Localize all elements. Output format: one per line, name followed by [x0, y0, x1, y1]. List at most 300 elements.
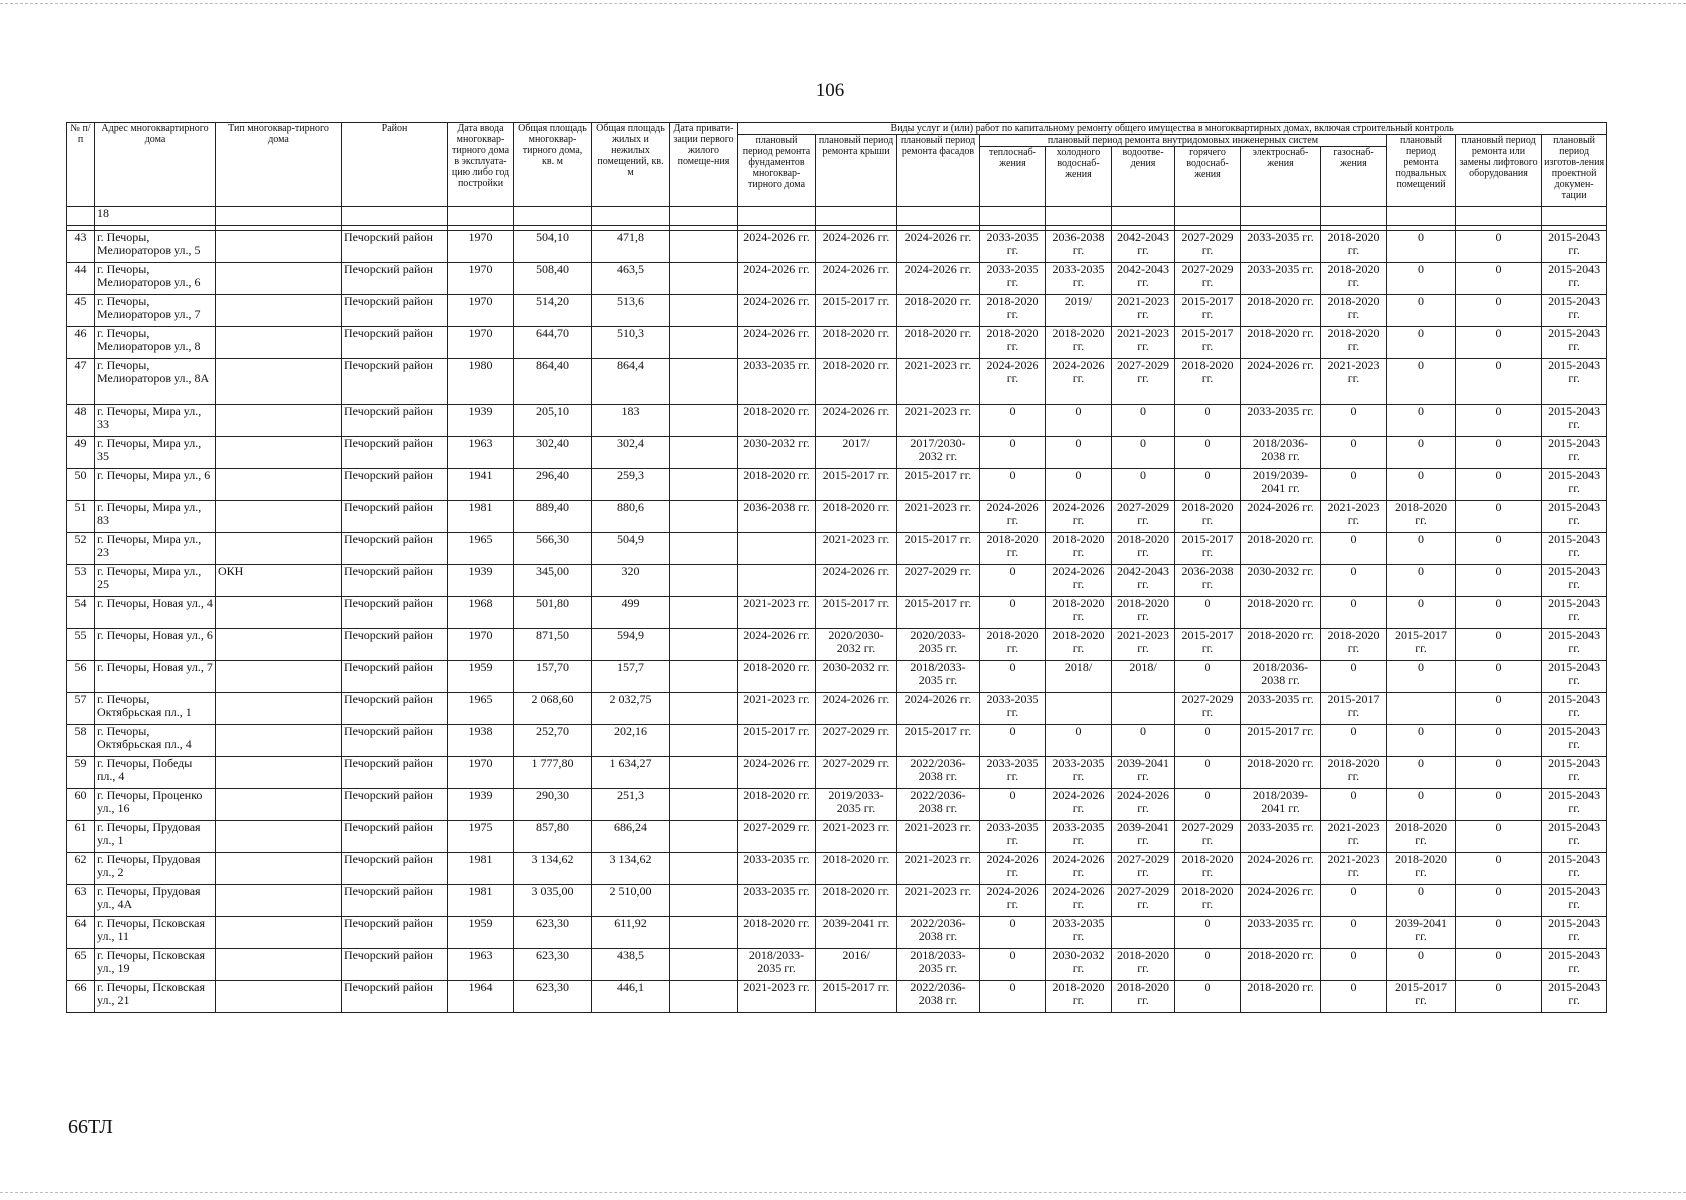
- elevator-period: 0: [1456, 885, 1542, 917]
- header-living-area: Общая площадь жилых и нежилых помещений, кв. м: [592, 123, 670, 207]
- basement-period: 2015-2017 гг.: [1387, 981, 1456, 1013]
- district: Печорский район: [342, 693, 448, 725]
- design-docs-period: 2015-2043 гг.: [1542, 263, 1607, 295]
- total-area: 296,40: [514, 469, 592, 501]
- row-number: 56: [67, 661, 95, 693]
- header-basement: плановый период ремонта подвальных помещений: [1387, 135, 1456, 207]
- privatization-date: [670, 725, 738, 757]
- address: г. Печоры, Мелиораторов ул., 5: [95, 231, 216, 263]
- elevator-period: 0: [1456, 295, 1542, 327]
- total-area: 345,00: [514, 565, 592, 597]
- gas-supply-period: 0: [1321, 533, 1387, 565]
- total-area: 508,40: [514, 263, 592, 295]
- district: Печорский район: [342, 757, 448, 789]
- table-row: [67, 629, 1607, 661]
- cold-water-period: 2024-2026 гг.: [1046, 359, 1112, 405]
- design-docs-period: 2015-2043 гг.: [1542, 469, 1607, 501]
- header-total-area: Общая площадь многоквар-тирного дома, кв. м: [514, 123, 592, 207]
- commission-year: 1964: [448, 981, 514, 1013]
- total-area: 857,80: [514, 821, 592, 853]
- total-area: 504,10: [514, 231, 592, 263]
- sewerage-period: 2018/: [1112, 661, 1175, 693]
- elevator-period: 0: [1456, 231, 1542, 263]
- hot-water-period: 0: [1175, 981, 1241, 1013]
- row-number: 44: [67, 263, 95, 295]
- basement-period: 0: [1387, 661, 1456, 693]
- capital-repair-table: [66, 122, 1607, 1013]
- foundation-period: 2033-2035 гг.: [738, 885, 816, 917]
- table-row: [67, 789, 1607, 821]
- sewerage-period: 2042-2043 гг.: [1112, 263, 1175, 295]
- heat-supply-period: 2018-2020 гг.: [980, 295, 1046, 327]
- hot-water-period: 0: [1175, 405, 1241, 437]
- facade-period: 2027-2029 гг.: [897, 565, 980, 597]
- electricity-period: 2018-2020 гг.: [1241, 981, 1321, 1013]
- electricity-period: 2018/2039-2041 гг.: [1241, 789, 1321, 821]
- foundation-period: 2021-2023 гг.: [738, 981, 816, 1013]
- table-cell: [67, 207, 95, 226]
- gas-supply-period: 2021-2023 гг.: [1321, 821, 1387, 853]
- row-number: 47: [67, 359, 95, 405]
- facade-period: 2018/2033-2035 гг.: [897, 949, 980, 981]
- living-area: 513,6: [592, 295, 670, 327]
- elevator-period: 0: [1456, 693, 1542, 725]
- facade-period: 2024-2026 гг.: [897, 263, 980, 295]
- design-docs-period: 2015-2043 гг.: [1542, 789, 1607, 821]
- row-number: 61: [67, 821, 95, 853]
- gas-supply-period: 2018-2020 гг.: [1321, 629, 1387, 661]
- header-year: Дата ввода многоквар-тирного дома в эксплуата-цию либо год постройки: [448, 123, 514, 207]
- table-row: [67, 853, 1607, 885]
- header-roof: плановый период ремонта крыши: [816, 135, 897, 207]
- address: г. Печоры, Проценко ул., 16: [95, 789, 216, 821]
- scan-edge-bottom: [0, 1192, 1686, 1194]
- basement-period: 0: [1387, 295, 1456, 327]
- elevator-period: 0: [1456, 437, 1542, 469]
- foundation-period: 2024-2026 гг.: [738, 757, 816, 789]
- design-docs-period: 2015-2043 гг.: [1542, 295, 1607, 327]
- design-docs-period: 2015-2043 гг.: [1542, 981, 1607, 1013]
- privatization-date: [670, 949, 738, 981]
- living-area: 1 634,27: [592, 757, 670, 789]
- commission-year: 1941: [448, 469, 514, 501]
- basement-period: 2015-2017 гг.: [1387, 629, 1456, 661]
- cold-water-period: 2033-2035 гг.: [1046, 821, 1112, 853]
- total-area: 514,20: [514, 295, 592, 327]
- facade-period: 2018-2020 гг.: [897, 295, 980, 327]
- foundation-period: 2024-2026 гг.: [738, 263, 816, 295]
- sewerage-period: 2027-2029 гг.: [1112, 359, 1175, 405]
- commission-year: 1980: [448, 359, 514, 405]
- total-area: 290,30: [514, 789, 592, 821]
- roof-period: 2018-2020 гг.: [816, 885, 897, 917]
- header-foundation: плановый период ремонта фундаментов многоквар-тирного дома: [738, 135, 816, 207]
- living-area: 157,7: [592, 661, 670, 693]
- sewerage-period: 2039-2041 гг.: [1112, 821, 1175, 853]
- commission-year: 1981: [448, 501, 514, 533]
- living-area: 302,4: [592, 437, 670, 469]
- foundation-period: 2024-2026 гг.: [738, 327, 816, 359]
- facade-period: 2024-2026 гг.: [897, 693, 980, 725]
- total-area: 501,80: [514, 597, 592, 629]
- living-area: 259,3: [592, 469, 670, 501]
- privatization-date: [670, 295, 738, 327]
- table-row: [67, 295, 1607, 327]
- privatization-date: [670, 533, 738, 565]
- address: г. Печоры, Новая ул., 4: [95, 597, 216, 629]
- privatization-date: [670, 263, 738, 295]
- total-area: 644,70: [514, 327, 592, 359]
- foundation-period: 2018-2020 гг.: [738, 917, 816, 949]
- gas-supply-period: 2021-2023 гг.: [1321, 359, 1387, 405]
- facade-period: 2024-2026 гг.: [897, 231, 980, 263]
- facade-period: 2015-2017 гг.: [897, 597, 980, 629]
- electricity-period: 2018/2036-2038 гг.: [1241, 661, 1321, 693]
- hot-water-period: 0: [1175, 725, 1241, 757]
- hot-water-period: 2015-2017 гг.: [1175, 533, 1241, 565]
- elevator-period: 0: [1456, 757, 1542, 789]
- elevator-period: 0: [1456, 629, 1542, 661]
- row-number: 55: [67, 629, 95, 661]
- commission-year: 1959: [448, 917, 514, 949]
- design-docs-period: 2015-2043 гг.: [1542, 533, 1607, 565]
- gas-supply-period: 2018-2020 гг.: [1321, 295, 1387, 327]
- electricity-period: 2024-2026 гг.: [1241, 853, 1321, 885]
- commission-year: 1939: [448, 405, 514, 437]
- address: г. Печоры, Мира ул., 33: [95, 405, 216, 437]
- address: г. Печоры, Мира ул., 6: [95, 469, 216, 501]
- address: г. Печоры, Псковская ул., 21: [95, 981, 216, 1013]
- facade-period: 2021-2023 гг.: [897, 359, 980, 405]
- district: Печорский район: [342, 789, 448, 821]
- table-row: [67, 469, 1607, 501]
- cold-water-period: 2024-2026 гг.: [1046, 885, 1112, 917]
- roof-period: 2015-2017 гг.: [816, 981, 897, 1013]
- privatization-date: [670, 661, 738, 693]
- roof-period: 2021-2023 гг.: [816, 821, 897, 853]
- roof-period: 2018-2020 гг.: [816, 359, 897, 405]
- address: г. Печоры, Псковская ул., 19: [95, 949, 216, 981]
- commission-year: 1963: [448, 437, 514, 469]
- table-row: [67, 821, 1607, 853]
- gas-supply-period: 2015-2017 гг.: [1321, 693, 1387, 725]
- basement-period: [1387, 693, 1456, 725]
- facade-period: 2017/2030-2032 гг.: [897, 437, 980, 469]
- basement-period: 0: [1387, 231, 1456, 263]
- roof-period: 2024-2026 гг.: [816, 565, 897, 597]
- privatization-date: [670, 917, 738, 949]
- facade-period: 2020/2033-2035 гг.: [897, 629, 980, 661]
- hot-water-period: 2018-2020 гг.: [1175, 501, 1241, 533]
- basement-period: 0: [1387, 757, 1456, 789]
- living-area: 864,4: [592, 359, 670, 405]
- roof-period: 2018-2020 гг.: [816, 327, 897, 359]
- electricity-period: 2024-2026 гг.: [1241, 359, 1321, 405]
- district: Печорский район: [342, 917, 448, 949]
- facade-period: 2022/2036-2038 гг.: [897, 917, 980, 949]
- house-type: [216, 533, 342, 565]
- gas-supply-period: 0: [1321, 885, 1387, 917]
- address: г. Печоры, Мелиораторов ул., 8: [95, 327, 216, 359]
- heat-supply-period: 2024-2026 гг.: [980, 853, 1046, 885]
- design-docs-period: 2015-2043 гг.: [1542, 597, 1607, 629]
- elevator-period: 0: [1456, 949, 1542, 981]
- facade-period: 2022/2036-2038 гг.: [897, 757, 980, 789]
- district: Печорский район: [342, 565, 448, 597]
- row-number: 62: [67, 853, 95, 885]
- table-row: [67, 693, 1607, 725]
- roof-period: 2027-2029 гг.: [816, 725, 897, 757]
- living-area: 611,92: [592, 917, 670, 949]
- sewerage-period: 2024-2026 гг.: [1112, 789, 1175, 821]
- header-electric: электроснаб-жения: [1241, 147, 1321, 207]
- address: г. Печоры, Победы пл., 4: [95, 757, 216, 789]
- commission-year: 1965: [448, 533, 514, 565]
- electricity-period: 2019/2039-2041 гг.: [1241, 469, 1321, 501]
- foundation-period: 2030-2032 гг.: [738, 437, 816, 469]
- district: Печорский район: [342, 405, 448, 437]
- district: Печорский район: [342, 501, 448, 533]
- cold-water-period: 2036-2038 гг.: [1046, 231, 1112, 263]
- total-area: 871,50: [514, 629, 592, 661]
- total-area: 2 068,60: [514, 693, 592, 725]
- header-type: Тип многоквар-тирного дома: [216, 123, 342, 207]
- district: Печорский район: [342, 327, 448, 359]
- basement-period: 0: [1387, 263, 1456, 295]
- total-area: 889,40: [514, 501, 592, 533]
- sewerage-period: 0: [1112, 725, 1175, 757]
- sewerage-period: 2039-2041 гг.: [1112, 757, 1175, 789]
- basement-period: 0: [1387, 949, 1456, 981]
- hot-water-period: 2018-2020 гг.: [1175, 885, 1241, 917]
- address: г. Печоры, Мелиораторов ул., 7: [95, 295, 216, 327]
- row-number: 64: [67, 917, 95, 949]
- heat-supply-period: 0: [980, 405, 1046, 437]
- address: г. Печоры, Прудовая ул., 1: [95, 821, 216, 853]
- scan-edge-top: [0, 3, 1686, 5]
- living-area: 880,6: [592, 501, 670, 533]
- row-number: 49: [67, 437, 95, 469]
- hot-water-period: 2027-2029 гг.: [1175, 231, 1241, 263]
- basement-period: 0: [1387, 565, 1456, 597]
- total-area: 864,40: [514, 359, 592, 405]
- total-area: 1 777,80: [514, 757, 592, 789]
- cold-water-period: [1046, 693, 1112, 725]
- district: Печорский район: [342, 981, 448, 1013]
- foundation-period: 2018-2020 гг.: [738, 405, 816, 437]
- hot-water-period: 0: [1175, 597, 1241, 629]
- hot-water-period: 0: [1175, 437, 1241, 469]
- address: г. Печоры, Мелиораторов ул., 6: [95, 263, 216, 295]
- elevator-period: 0: [1456, 469, 1542, 501]
- design-docs-period: 2015-2043 гг.: [1542, 231, 1607, 263]
- heat-supply-period: 2033-2035 гг.: [980, 757, 1046, 789]
- row-number: 53: [67, 565, 95, 597]
- cold-water-period: 2033-2035 гг.: [1046, 917, 1112, 949]
- living-area: 499: [592, 597, 670, 629]
- heat-supply-period: 2024-2026 гг.: [980, 885, 1046, 917]
- design-docs-period: 2015-2043 гг.: [1542, 853, 1607, 885]
- address: г. Печоры, Новая ул., 6: [95, 629, 216, 661]
- sewerage-period: 2018-2020 гг.: [1112, 949, 1175, 981]
- house-type: [216, 661, 342, 693]
- gas-supply-period: 2021-2023 гг.: [1321, 501, 1387, 533]
- table-row: [67, 757, 1607, 789]
- table-row: [67, 231, 1607, 263]
- cold-water-period: 2018-2020 гг.: [1046, 981, 1112, 1013]
- district: Печорский район: [342, 263, 448, 295]
- foundation-period: 2018/2033-2035 гг.: [738, 949, 816, 981]
- total-area: 623,30: [514, 949, 592, 981]
- sewerage-period: 2018-2020 гг.: [1112, 597, 1175, 629]
- house-type: [216, 949, 342, 981]
- row-number: 65: [67, 949, 95, 981]
- design-docs-period: 2015-2043 гг.: [1542, 917, 1607, 949]
- foundation-period: 2015-2017 гг.: [738, 725, 816, 757]
- foundation-period: 2021-2023 гг.: [738, 693, 816, 725]
- heat-supply-period: 2033-2035 гг.: [980, 693, 1046, 725]
- address: г. Печоры, Мира ул., 83: [95, 501, 216, 533]
- electricity-period: 2018-2020 гг.: [1241, 949, 1321, 981]
- electricity-period: 2033-2035 гг.: [1241, 917, 1321, 949]
- gas-supply-period: 2018-2020 гг.: [1321, 231, 1387, 263]
- house-type: [216, 981, 342, 1013]
- commission-year: 1970: [448, 263, 514, 295]
- table-row: [67, 725, 1607, 757]
- privatization-date: [670, 981, 738, 1013]
- row-number: 43: [67, 231, 95, 263]
- electricity-period: 2018-2020 гг.: [1241, 597, 1321, 629]
- row-number: 58: [67, 725, 95, 757]
- electricity-period: 2033-2035 гг.: [1241, 693, 1321, 725]
- house-type: [216, 693, 342, 725]
- sewerage-period: 0: [1112, 469, 1175, 501]
- gas-supply-period: 0: [1321, 949, 1387, 981]
- gas-supply-period: 0: [1321, 469, 1387, 501]
- house-type: [216, 437, 342, 469]
- basement-period: 0: [1387, 437, 1456, 469]
- foundation-period: 2021-2023 гг.: [738, 597, 816, 629]
- district: Печорский район: [342, 295, 448, 327]
- foundation-period: [738, 565, 816, 597]
- sewerage-period: 2027-2029 гг.: [1112, 853, 1175, 885]
- house-type: [216, 725, 342, 757]
- district: Печорский район: [342, 231, 448, 263]
- heat-supply-period: 2018-2020 гг.: [980, 327, 1046, 359]
- heat-supply-period: 2024-2026 гг.: [980, 501, 1046, 533]
- footer-code: 66ТЛ: [68, 1116, 113, 1138]
- address: г. Печоры, Псковская ул., 11: [95, 917, 216, 949]
- house-type: ОКН: [216, 565, 342, 597]
- total-area: 157,70: [514, 661, 592, 693]
- district: Печорский район: [342, 469, 448, 501]
- privatization-date: [670, 501, 738, 533]
- district: Печорский район: [342, 661, 448, 693]
- basement-period: 2018-2020 гг.: [1387, 501, 1456, 533]
- gas-supply-period: 2021-2023 гг.: [1321, 853, 1387, 885]
- heat-supply-period: 2018-2020 гг.: [980, 533, 1046, 565]
- address: г. Печоры, Мира ул., 25: [95, 565, 216, 597]
- district: Печорский район: [342, 629, 448, 661]
- house-type: [216, 327, 342, 359]
- house-type: [216, 263, 342, 295]
- elevator-period: 0: [1456, 821, 1542, 853]
- row-number: 60: [67, 789, 95, 821]
- district: Печорский район: [342, 821, 448, 853]
- living-area: 438,5: [592, 949, 670, 981]
- roof-period: 2024-2026 гг.: [816, 263, 897, 295]
- design-docs-period: 2015-2043 гг.: [1542, 725, 1607, 757]
- elevator-period: 0: [1456, 533, 1542, 565]
- heat-supply-period: 2033-2035 гг.: [980, 821, 1046, 853]
- elevator-period: 0: [1456, 359, 1542, 405]
- header-works-group: Виды услуг и (или) работ по капитальному ремонту общего имущества в многоквартирных домах, включая строительный контроль: [738, 123, 1607, 135]
- commission-year: 1968: [448, 597, 514, 629]
- facade-period: 2021-2023 гг.: [897, 853, 980, 885]
- header-sewer: водоотве-дения: [1112, 147, 1175, 207]
- facade-period: 2021-2023 гг.: [897, 885, 980, 917]
- privatization-date: [670, 231, 738, 263]
- table-row: [67, 437, 1607, 469]
- facade-period: 2022/2036-2038 гг.: [897, 789, 980, 821]
- table-body: [67, 207, 1607, 1013]
- foundation-period: 2033-2035 гг.: [738, 359, 816, 405]
- electricity-period: 2018-2020 гг.: [1241, 757, 1321, 789]
- living-area: 202,16: [592, 725, 670, 757]
- commission-year: 1981: [448, 885, 514, 917]
- hot-water-period: 0: [1175, 469, 1241, 501]
- elevator-period: 0: [1456, 405, 1542, 437]
- cold-water-period: 0: [1046, 405, 1112, 437]
- roof-period: 2017/: [816, 437, 897, 469]
- house-type: [216, 757, 342, 789]
- district: Печорский район: [342, 885, 448, 917]
- electricity-period: 2018-2020 гг.: [1241, 533, 1321, 565]
- header-address: Адрес многоквартирного дома: [95, 123, 216, 207]
- header-facade: плановый период ремонта фасадов: [897, 135, 980, 207]
- cold-water-period: 2018/: [1046, 661, 1112, 693]
- roof-period: 2021-2023 гг.: [816, 533, 897, 565]
- living-area: 471,8: [592, 231, 670, 263]
- house-type: [216, 917, 342, 949]
- row-number: 46: [67, 327, 95, 359]
- house-type: [216, 405, 342, 437]
- living-area: 594,9: [592, 629, 670, 661]
- living-area: 446,1: [592, 981, 670, 1013]
- address: г. Печоры, Мелиораторов ул., 8А: [95, 359, 216, 405]
- commission-year: 1938: [448, 725, 514, 757]
- electricity-period: 2033-2035 гг.: [1241, 263, 1321, 295]
- design-docs-period: 2015-2043 гг.: [1542, 693, 1607, 725]
- hot-water-period: 2015-2017 гг.: [1175, 629, 1241, 661]
- privatization-date: [670, 437, 738, 469]
- roof-period: 2027-2029 гг.: [816, 757, 897, 789]
- roof-period: 2015-2017 гг.: [816, 469, 897, 501]
- elevator-period: 0: [1456, 565, 1542, 597]
- sewerage-period: [1112, 693, 1175, 725]
- heat-supply-period: 0: [980, 437, 1046, 469]
- living-area: 510,3: [592, 327, 670, 359]
- facade-period: 2021-2023 гг.: [897, 821, 980, 853]
- heat-supply-period: 2018-2020 гг.: [980, 629, 1046, 661]
- elevator-period: 0: [1456, 981, 1542, 1013]
- address: г. Печоры, Новая ул., 7: [95, 661, 216, 693]
- commission-year: 1970: [448, 295, 514, 327]
- page-number: 106: [815, 80, 845, 101]
- hot-water-period: 0: [1175, 661, 1241, 693]
- roof-period: 2020/2030-2032 гг.: [816, 629, 897, 661]
- privatization-date: [670, 565, 738, 597]
